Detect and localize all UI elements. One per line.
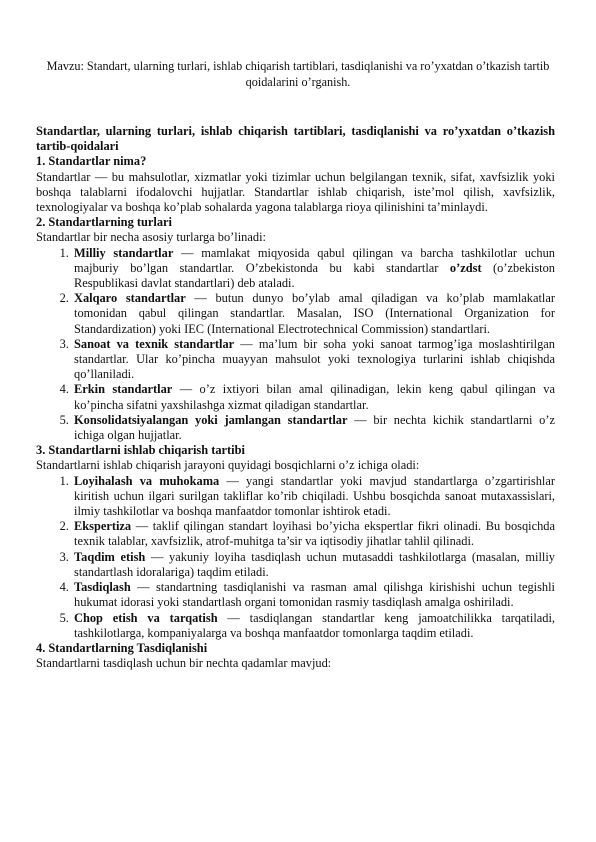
item-text: — butun dunyo bo’ylab amal qiladigan va ko’plab mamlakatlar tomonidan qabul qilingan standartlar. Masalan, ISO (International Organization for Standardization) yoki IEC (International Electrotechnical Commission) standartlari. bbox=[74, 291, 555, 336]
item-text: — mamlakat miqyosida qabul qilingan va barcha tashkilotlar uchun majburiy bo’lgan standartlar. O’zbekistonda bu kabi standartlar bbox=[74, 245, 555, 275]
item-term: Erkin standartlar bbox=[74, 382, 173, 397]
item-term: Taqdim etish bbox=[74, 549, 146, 564]
item-text: — yangi standartlar yoki mavjud standartlarga o’zgartirishlar kiritish uchun ilgari surilgan takliflar ko’rib chiqiladi. Ushbu bosqichda sanoat mutaxassislari, ilmiy tashkilotlar va boshqa manfaatdor tomonlar ishtirok etadi. bbox=[74, 473, 555, 519]
item-term: Xalqaro standartlar bbox=[74, 291, 186, 306]
item-text: (o’zbekiston Respublikasi davlat standartlari) deb ataladi. bbox=[74, 260, 555, 291]
list-item bbox=[72, 519, 555, 549]
section-3-heading: 3. Standartlarni ishlab chiqarish tartibi bbox=[36, 443, 245, 458]
list-item bbox=[72, 382, 555, 412]
item-term: Milliy standartlar bbox=[74, 245, 174, 260]
section-2-heading: 2. Standartlarning turlari bbox=[36, 215, 172, 230]
list-item bbox=[72, 291, 555, 337]
item-term: Tasdiqlash bbox=[74, 580, 131, 595]
item-text: — bir nechta kichik standartlarni o’z ichiga olgan hujjatlar. bbox=[74, 412, 555, 443]
item-term: Chop etish va tarqatish bbox=[74, 610, 218, 625]
item-term: Sanoat va texnik standartlar bbox=[74, 336, 235, 351]
document-body bbox=[36, 124, 555, 671]
list-item bbox=[72, 413, 555, 443]
item-text: — tasdiqlangan standartlar keng jamoatchilikka tarqatiladi, tashkilotlarga, kompaniyalarga va boshqa manfaatdor tomonlarga taqdim etiladi. bbox=[74, 610, 555, 640]
production-steps-list bbox=[36, 474, 555, 641]
list-item bbox=[72, 246, 555, 292]
item-term: Ekspertiza bbox=[74, 519, 132, 534]
item-text: — o’z ixtiyori bilan amal qilinadigan, lekin keng qabul qilingan va ko’pincha sifatni yaxshilashga xizmat qiladigan standartlar. bbox=[74, 382, 555, 412]
main-heading: Standartlar, ularning turlari, ishlab chiqarish tartiblari, tasdiqlanishi va ro’yxatdan o’tkazish tartib-qoidalari bbox=[36, 124, 555, 154]
section-1-heading: 1. Standartlar nima? bbox=[36, 154, 147, 169]
list-item bbox=[72, 611, 555, 641]
section-4-intro: Standartlarni tasdiqlash uchun bir nechta qadamlar mavjud: bbox=[36, 656, 332, 671]
section-2-intro: Standartlar bir necha asosiy turlarga bo’linadi: bbox=[36, 230, 266, 245]
list-item bbox=[72, 580, 555, 610]
section-3-intro: Standartlarni ishlab chiqarish jarayoni quyidagi bosqichlarni o’z ichiga oladi: bbox=[36, 458, 420, 473]
item-term: Konsolidatsiyalangan yoki jamlangan standartlar bbox=[74, 412, 348, 427]
section-4-heading: 4. Standartlarning Tasdiqlanishi bbox=[36, 640, 208, 655]
standard-types-list bbox=[36, 246, 555, 444]
topic-title: Mavzu: Standart, ularning turlari, ishlab chiqarish tartiblari, tasdiqlanishi va ro’yxatdan o’tkazish tartib qoidalarini o’rganish. bbox=[46, 59, 550, 89]
list-item bbox=[72, 474, 555, 520]
section-1-body: Standartlar — bu mahsulotlar, xizmatlar yoki tizimlar uchun belgilangan texnik, sifat, xavfsizlik yoki boshqa talablarni ifodalovchi hujjatlar. Standartlar ishlab chiqarish, iste’mol qilish, xavfsizlik, texnologiyalar va boshqa ko’plab sohalarda yagona talablarga rioya qilinishini ta’minlaydi. bbox=[36, 169, 555, 215]
item-text: — standartning tasdiqlanishi va rasman amal qilishga kirishishi uchun tegishli hukumat idorasi yoki standartlash organi tomonidan rasmiy tasdiqlash amalga oshiriladi. bbox=[74, 580, 555, 610]
item-term: Loyihalash va muhokama bbox=[74, 473, 220, 488]
item-text: — ma’lum bir soha yoki sanoat tarmog’iga moslashtirilgan standartlar. Ular ko’pincha muayyan mahsulot yoki texnologiya turlarini ishlab chiqishda qo’llaniladi. bbox=[74, 336, 556, 382]
item-text: — taklif qilingan standart loyihasi bo’yicha ekspertlar fikri olinadi. Bu bosqichda texnik talablar, xavfsizlik, atrof-muhitga ta’sir va iqtisodiy jihatlar tahlil qilinadi. bbox=[74, 519, 555, 549]
item-text: — yakuniy loyiha tasdiqlash uchun mutasaddi tashkilotlarga (masalan, milliy standartlash idoralariga) taqdim etiladi. bbox=[74, 549, 555, 579]
list-item bbox=[72, 337, 555, 383]
item-term: o’zdst bbox=[449, 260, 482, 275]
list-item bbox=[72, 550, 555, 580]
